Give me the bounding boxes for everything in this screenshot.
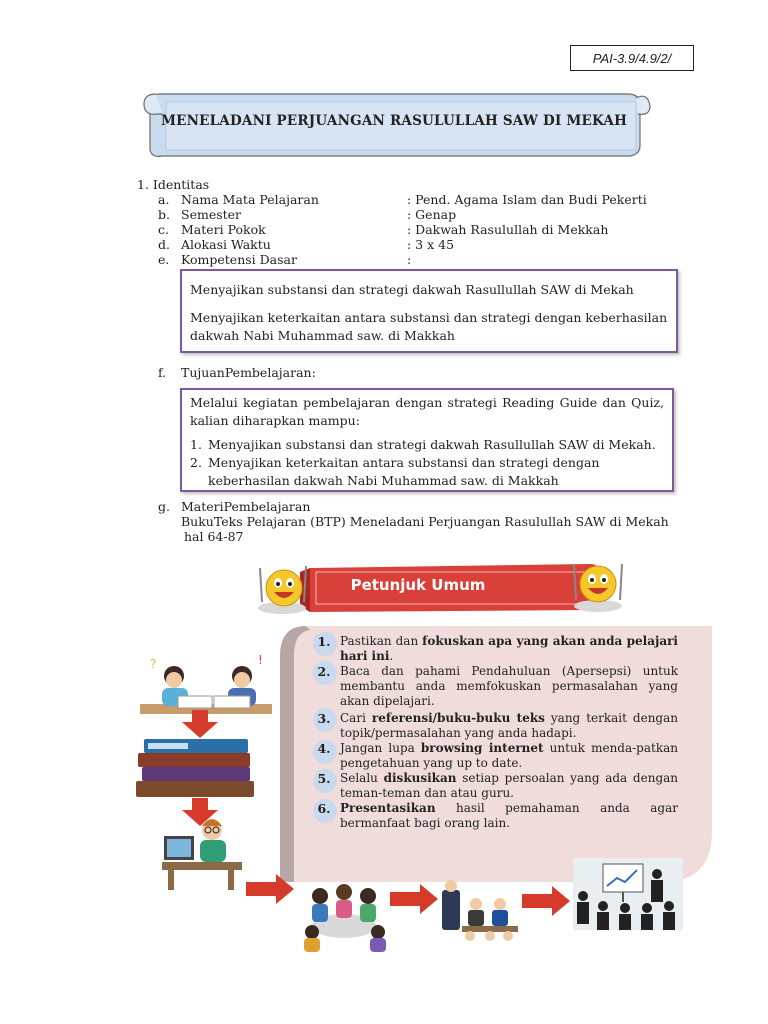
tujuan-intro: Melalui kegiatan pembelajaran dengan strategi Reading Guide dan Quiz, kalian diharapkan mampu: bbox=[190, 395, 664, 428]
materi-line-1: BukuTeks Pelajaran (BTP) Meneladani Perjuangan Rasulullah SAW di Mekah bbox=[181, 514, 669, 529]
identitas-label-e: Kompetensi Dasar bbox=[181, 252, 297, 267]
page-title: MENELADANI PERJUANGAN RASULULLAH SAW DI MEKAH bbox=[160, 113, 628, 129]
step-number: 6. bbox=[317, 801, 331, 816]
step-text: Baca dan pahami Pendahuluan (Apersepsi) untuk membantu anda memfokuskan permasalahan yang akan dipelajari. bbox=[340, 664, 678, 708]
document-code: PAI-3.9/4.9/2/ bbox=[570, 45, 694, 71]
identitas-value-b: : Genap bbox=[407, 207, 457, 222]
tujuan-item-text: Menyajikan keterkaitan antara substansi dan strategi dengan keberhasilan dakwah Nabi Muhammad saw. di Makkah bbox=[208, 455, 600, 488]
tujuan-item bbox=[190, 436, 664, 454]
step-text: Cari referensi/buku-buku teks yang terkait dengan topik/permasalahan yang anda hadapi. bbox=[340, 711, 678, 740]
tujuan-item-text: Menyajikan substansi dan strategi dakwah Rasullullah SAW di Mekah. bbox=[208, 437, 656, 452]
identitas-value-a: : Pend. Agama Islam dan Budi Pekerti bbox=[407, 192, 647, 207]
identitas-heading: 1. Identitas bbox=[137, 177, 210, 192]
arrow-right-icon bbox=[390, 884, 440, 914]
step-text: Selalu diskusikan setiap persoalan yang ada dengan teman-teman dan atau guru. bbox=[340, 771, 679, 800]
step-number: 4. bbox=[317, 741, 331, 756]
smiley-chef-icon bbox=[252, 558, 312, 618]
identitas-label-a: Nama Mata Pelajaran bbox=[181, 192, 319, 207]
svg-text:?: ? bbox=[150, 657, 157, 671]
step-text: Jangan lupa browsing internet untuk menda-patkan pengetahuan yang up to date. bbox=[340, 741, 678, 770]
materi-line-2: hal 64-87 bbox=[184, 529, 244, 544]
identitas-label-d: Alokasi Waktu bbox=[181, 237, 271, 252]
tujuan-label: TujuanPembelajaran: bbox=[181, 365, 316, 380]
smiley-chef-icon bbox=[566, 556, 628, 616]
materi-letter: g. bbox=[158, 499, 170, 514]
step-text: Presentasikan hasil pemahaman anda agar bermanfaat bagi orang lain. bbox=[340, 801, 678, 830]
tujuan-box bbox=[180, 388, 674, 492]
kompetensi-box bbox=[180, 269, 678, 353]
step-number: 2. bbox=[317, 664, 331, 679]
identitas-label-c: Materi Pokok bbox=[181, 222, 266, 237]
step-text: Pastikan dan fokuskan apa yang akan anda pelajari hari ini. bbox=[340, 634, 678, 663]
step-number: 3. bbox=[317, 711, 331, 726]
tujuan-item bbox=[190, 454, 664, 490]
kompetensi-text-1: Menyajikan substansi dan strategi dakwah Rasullullah SAW di Mekah bbox=[190, 282, 634, 297]
identitas-value-c: : Dakwah Rasulullah di Mekkah bbox=[407, 222, 609, 237]
identitas-label-b: Semester bbox=[181, 207, 242, 222]
identitas-letter-c: c. bbox=[158, 222, 169, 237]
identitas-letter-b: b. bbox=[158, 207, 170, 222]
tujuan-item-num: 1. bbox=[190, 437, 202, 452]
identitas-value-e: : bbox=[407, 252, 412, 267]
tujuan-letter: f. bbox=[158, 365, 167, 380]
arrow-right-icon bbox=[246, 874, 296, 904]
step-number: 1. bbox=[317, 634, 331, 649]
step-number: 5. bbox=[317, 771, 331, 786]
kompetensi-text-2: Menyajikan keterkaitan antara substansi dan strategi dengan keberhasilan dakwah Nabi Muhammad saw. di Makkah bbox=[190, 310, 668, 343]
identitas-letter-a: a. bbox=[158, 192, 170, 207]
tujuan-item-num: 2. bbox=[190, 455, 202, 470]
svg-text:!: ! bbox=[258, 653, 263, 667]
identitas-letter-d: d. bbox=[158, 237, 170, 252]
identitas-value-d: : 3 x 45 bbox=[407, 237, 455, 252]
arrow-right-icon bbox=[522, 886, 572, 916]
books-stack-icon bbox=[134, 735, 262, 805]
computer-user-icon bbox=[158, 812, 248, 892]
materi-label: MateriPembelajaran bbox=[181, 499, 311, 514]
identitas-letter-e: e. bbox=[158, 252, 170, 267]
petunjuk-banner-label: Petunjuk Umum bbox=[350, 576, 486, 594]
presentation-icon bbox=[573, 858, 683, 930]
discussion-group-icon bbox=[298, 882, 390, 954]
meeting-group-icon bbox=[440, 880, 520, 944]
tujuan-list bbox=[190, 436, 664, 490]
